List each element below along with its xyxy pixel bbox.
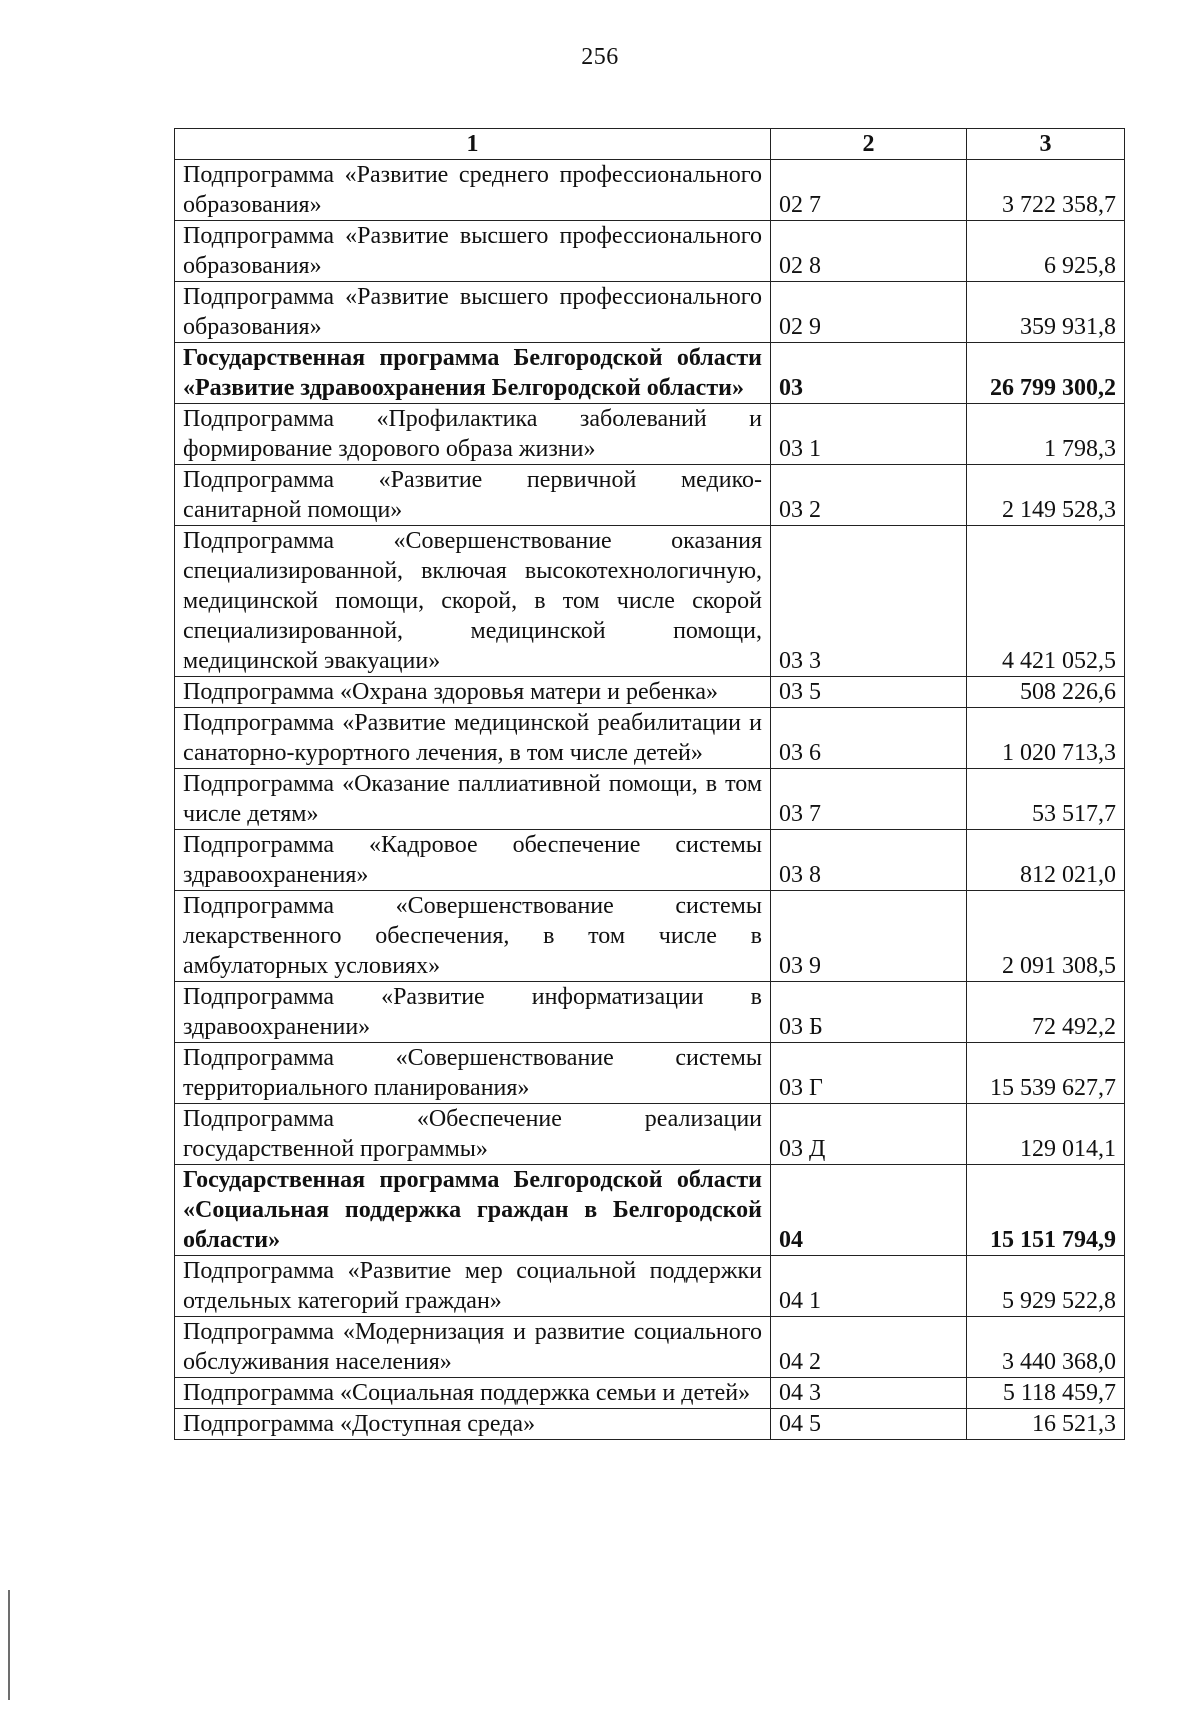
table-row	[175, 1165, 1125, 1256]
amount-cell: 1 798,3	[967, 404, 1125, 465]
amount-cell: 359 931,8	[967, 282, 1125, 343]
amount-cell: 53 517,7	[967, 769, 1125, 830]
table-row	[175, 769, 1125, 830]
program-code-cell: 03 Б	[771, 982, 967, 1043]
program-name-cell: Подпрограмма «Развитие первичной медико-санитарной помощи»	[175, 465, 771, 526]
budget-table	[174, 128, 1125, 1440]
program-code-cell: 03 Г	[771, 1043, 967, 1104]
table-row	[175, 282, 1125, 343]
program-code-cell: 03 8	[771, 830, 967, 891]
table-row	[175, 1256, 1125, 1317]
amount-cell: 26 799 300,2	[967, 343, 1125, 404]
program-name-cell: Подпрограмма «Совершенствование системы лекарственного обеспечения, в том числе в амбулаторных условиях»	[175, 891, 771, 982]
table-row	[175, 1043, 1125, 1104]
amount-cell: 1 020 713,3	[967, 708, 1125, 769]
program-name-cell: Подпрограмма «Оказание паллиативной помощи, в том числе детям»	[175, 769, 771, 830]
program-name-cell: Подпрограмма «Развитие информатизации в здравоохранении»	[175, 982, 771, 1043]
program-name-cell: Подпрограмма «Совершенствование оказания специализированной, включая высокотехнологичную, медицинской помощи, скорой, в том числе скорой специализированной, медицинской помощи, медицинской эвакуации»	[175, 526, 771, 677]
amount-cell: 4 421 052,5	[967, 526, 1125, 677]
table-row	[175, 343, 1125, 404]
program-name-cell: Государственная программа Белгородской области «Социальная поддержка граждан в Белгородской области»	[175, 1165, 771, 1256]
amount-cell: 129 014,1	[967, 1104, 1125, 1165]
program-code-cell: 03	[771, 343, 967, 404]
column-header-1: 1	[175, 129, 771, 160]
column-header-2: 2	[771, 129, 967, 160]
amount-cell: 5 118 459,7	[967, 1378, 1125, 1409]
program-name-cell: Подпрограмма «Развитие высшего профессионального образования»	[175, 282, 771, 343]
program-name-cell: Подпрограмма «Социальная поддержка семьи и детей»	[175, 1378, 771, 1409]
scan-artifact-line	[8, 1590, 10, 1700]
table-row	[175, 1104, 1125, 1165]
program-name-cell: Подпрограмма «Модернизация и развитие социального обслуживания населения»	[175, 1317, 771, 1378]
program-name-cell: Подпрограмма «Развитие мер социальной поддержки отдельных категорий граждан»	[175, 1256, 771, 1317]
program-name-cell: Подпрограмма «Профилактика заболеваний и формирование здорового образа жизни»	[175, 404, 771, 465]
table-row	[175, 677, 1125, 708]
amount-cell: 2 149 528,3	[967, 465, 1125, 526]
program-code-cell: 03 3	[771, 526, 967, 677]
table-row	[175, 1409, 1125, 1440]
amount-cell: 5 929 522,8	[967, 1256, 1125, 1317]
table-row	[175, 891, 1125, 982]
program-name-cell: Государственная программа Белгородской области «Развитие здравоохранения Белгородской области»	[175, 343, 771, 404]
amount-cell: 3 440 368,0	[967, 1317, 1125, 1378]
amount-cell: 2 091 308,5	[967, 891, 1125, 982]
table-row	[175, 465, 1125, 526]
table-row	[175, 1378, 1125, 1409]
table-row	[175, 526, 1125, 677]
page-number: 256	[581, 44, 619, 70]
program-code-cell: 02 7	[771, 160, 967, 221]
program-code-cell: 03 5	[771, 677, 967, 708]
program-code-cell: 04 2	[771, 1317, 967, 1378]
table-row	[175, 708, 1125, 769]
program-name-cell: Подпрограмма «Развитие среднего профессионального образования»	[175, 160, 771, 221]
table-row	[175, 830, 1125, 891]
amount-cell: 6 925,8	[967, 221, 1125, 282]
program-code-cell: 03 2	[771, 465, 967, 526]
program-name-cell: Подпрограмма «Доступная среда»	[175, 1409, 771, 1440]
table-row	[175, 982, 1125, 1043]
table-row	[175, 160, 1125, 221]
table-row	[175, 404, 1125, 465]
table-row	[175, 1317, 1125, 1378]
program-code-cell: 03 6	[771, 708, 967, 769]
amount-cell: 3 722 358,7	[967, 160, 1125, 221]
program-code-cell: 04 5	[771, 1409, 967, 1440]
amount-cell: 812 021,0	[967, 830, 1125, 891]
program-code-cell: 02 8	[771, 221, 967, 282]
program-code-cell: 04 1	[771, 1256, 967, 1317]
program-code-cell: 03 7	[771, 769, 967, 830]
program-name-cell: Подпрограмма «Кадровое обеспечение системы здравоохранения»	[175, 830, 771, 891]
table-header-row	[175, 129, 1125, 160]
program-name-cell: Подпрограмма «Развитие медицинской реабилитации и санаторно-курортного лечения, в том числе детей»	[175, 708, 771, 769]
table-row	[175, 221, 1125, 282]
program-name-cell: Подпрограмма «Обеспечение реализации государственной программы»	[175, 1104, 771, 1165]
amount-cell: 72 492,2	[967, 982, 1125, 1043]
amount-cell: 15 539 627,7	[967, 1043, 1125, 1104]
program-code-cell: 03 1	[771, 404, 967, 465]
program-name-cell: Подпрограмма «Совершенствование системы территориального планирования»	[175, 1043, 771, 1104]
program-name-cell: Подпрограмма «Развитие высшего профессионального образования»	[175, 221, 771, 282]
amount-cell: 508 226,6	[967, 677, 1125, 708]
program-code-cell: 04	[771, 1165, 967, 1256]
program-name-cell: Подпрограмма «Охрана здоровья матери и ребенка»	[175, 677, 771, 708]
column-header-3: 3	[967, 129, 1125, 160]
program-code-cell: 04 3	[771, 1378, 967, 1409]
program-code-cell: 03 Д	[771, 1104, 967, 1165]
amount-cell: 16 521,3	[967, 1409, 1125, 1440]
program-code-cell: 03 9	[771, 891, 967, 982]
amount-cell: 15 151 794,9	[967, 1165, 1125, 1256]
program-code-cell: 02 9	[771, 282, 967, 343]
